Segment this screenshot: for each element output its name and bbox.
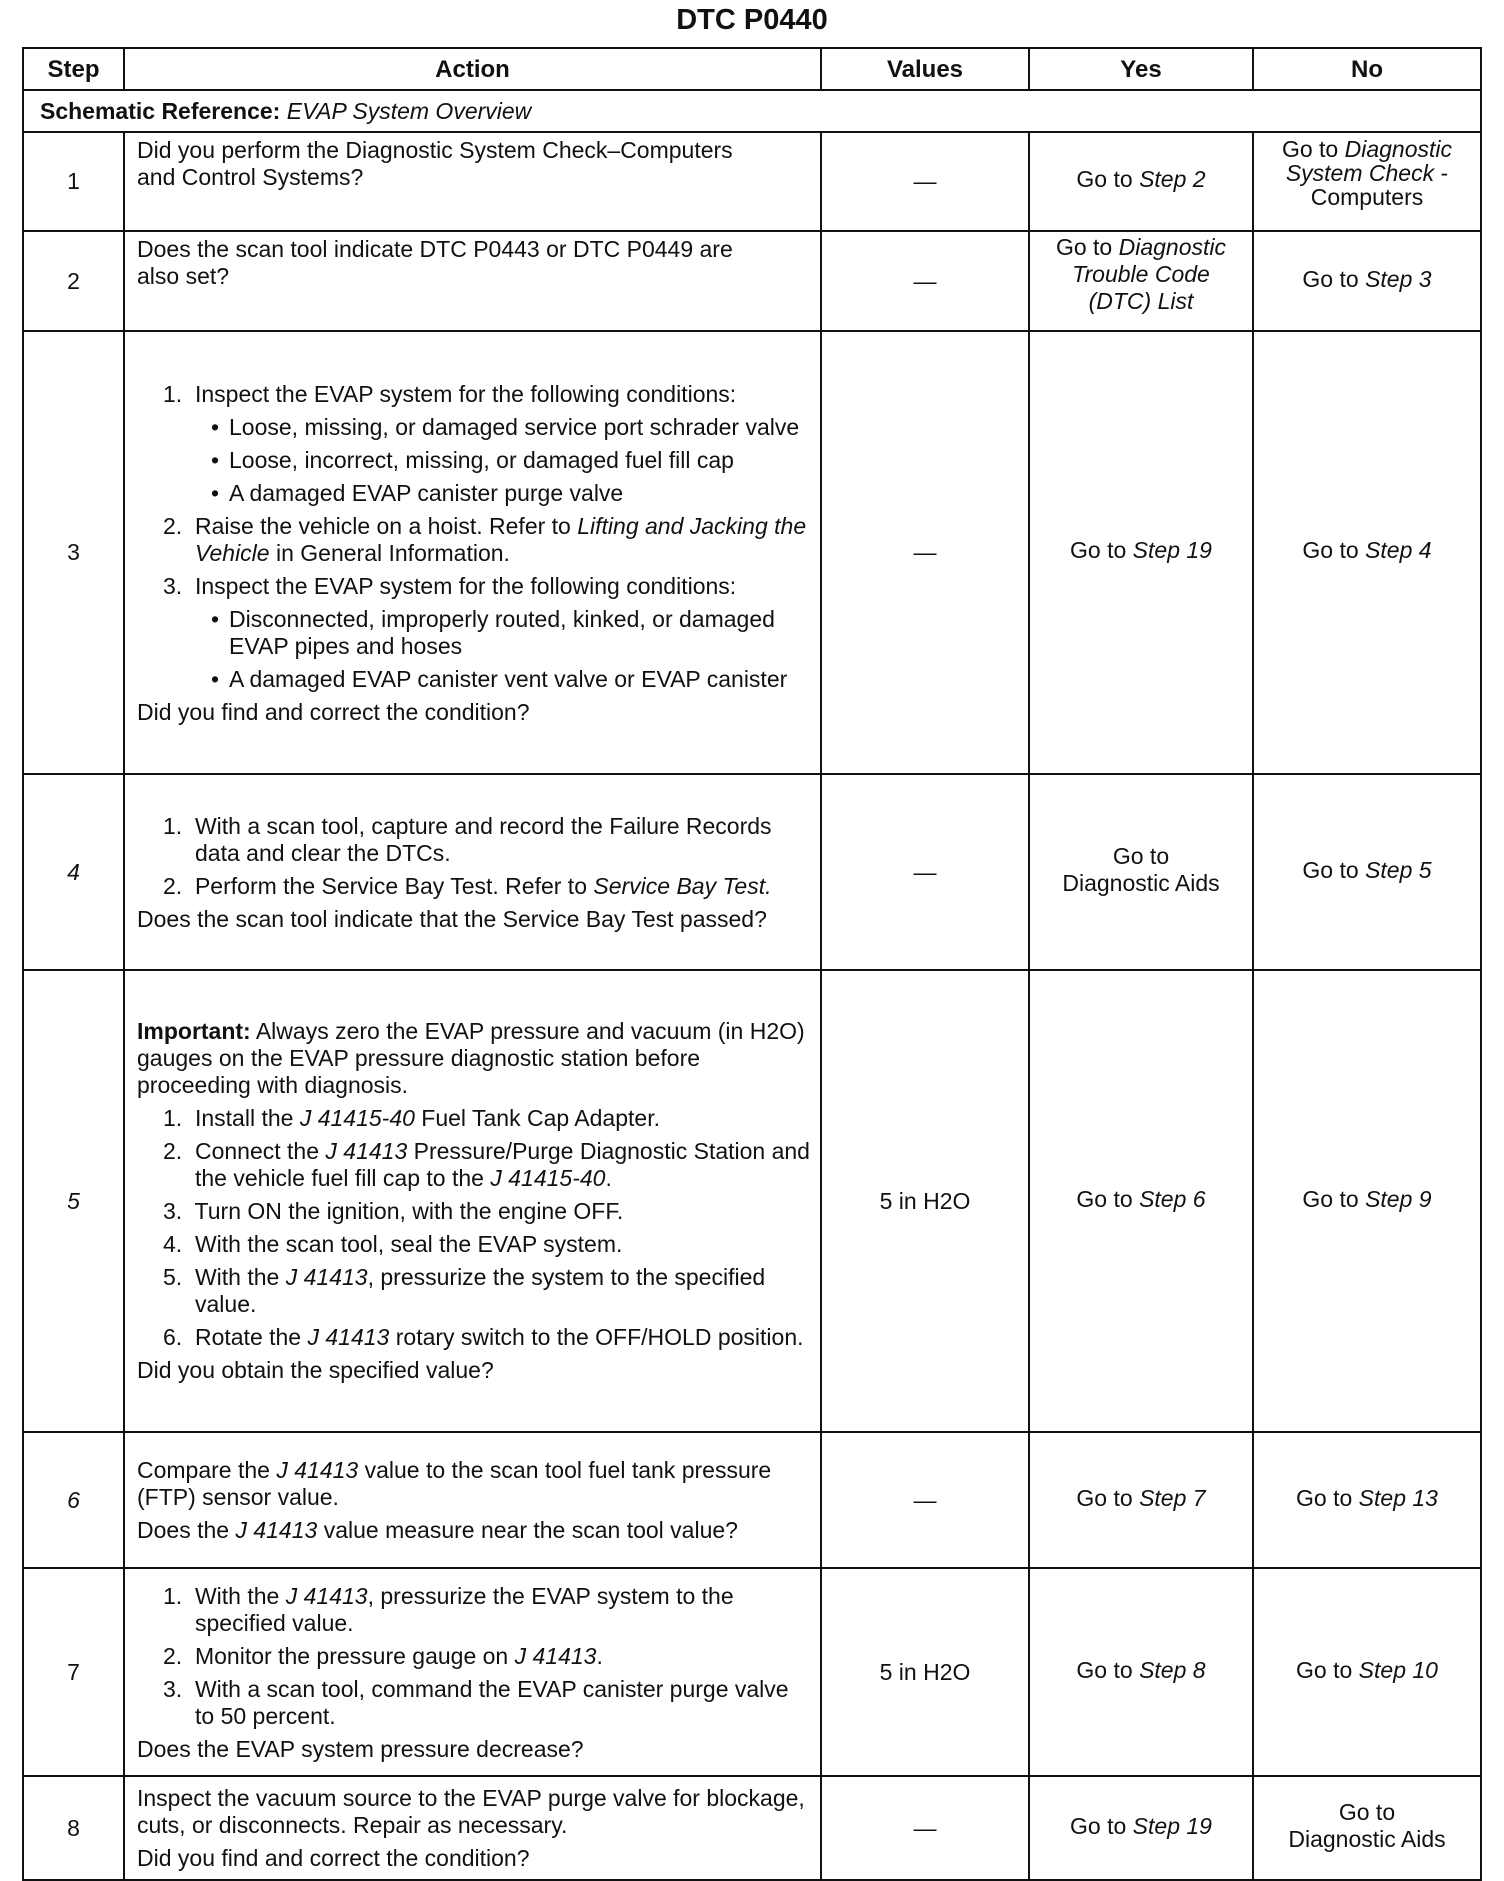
page-title: DTC P0440 <box>676 4 828 36</box>
action-item: 2. Raise the vehicle on a hoist. Refer to Lifting and Jacking the Vehicle in General Information. <box>163 513 807 566</box>
yes-prefix: Go to <box>1070 537 1133 563</box>
action-bullet: • Disconnected, improperly routed, kinked, or damaged EVAP pipes and hoses <box>137 606 810 660</box>
no-prefix: Go to <box>1302 856 1366 883</box>
action-cell <box>124 231 821 331</box>
action-item: 3. Inspect the EVAP system for the following conditions: <box>163 573 737 599</box>
value-cell: 5 in H2O <box>821 1568 1029 1776</box>
action-item: 1. With the J 41413, pressurize the EVAP system to the specified value. <box>163 1583 734 1636</box>
action-line: and Control Systems? <box>137 164 364 190</box>
action-item: 2. Perform the Service Bay Test. Refer to Service Bay Test. <box>163 873 772 899</box>
yes-link[interactable]: Go to Diagnostic Aids <box>1062 843 1220 896</box>
action-item: 3. With a scan tool, command the EVAP canister purge valve to 50 percent. <box>163 1676 789 1729</box>
yes-link[interactable]: Step 19 <box>1132 1812 1212 1839</box>
no-prefix: Go to <box>1296 1656 1359 1683</box>
action-item: 6. Rotate the J 41413 rotary switch to the OFF/HOLD position. <box>163 1324 804 1350</box>
yes-link[interactable]: Step 19 <box>1132 537 1212 563</box>
action-cell <box>124 1776 821 1880</box>
no-link[interactable]: Step 5 <box>1365 856 1432 883</box>
no-link[interactable]: Go to Diagnostic Aids <box>1288 1799 1446 1852</box>
yes-cell[interactable] <box>1029 970 1253 1432</box>
yes-link[interactable]: Step 8 <box>1139 1656 1206 1683</box>
action-cell <box>124 970 821 1432</box>
action-question: Did you find and correct the condition? <box>137 699 530 725</box>
action-line: also set? <box>137 263 230 289</box>
action-bullet: • A damaged EVAP canister purge valve <box>137 480 810 507</box>
no-link[interactable]: Step 10 <box>1358 1656 1438 1683</box>
table-row <box>23 774 1481 970</box>
header-step: Step <box>23 48 124 90</box>
schematic-label: Schematic Reference: <box>40 97 281 124</box>
no-prefix: Go to <box>1302 1185 1366 1212</box>
no-cell[interactable] <box>1253 774 1481 970</box>
action-cell <box>124 132 821 231</box>
yes-cell[interactable] <box>1029 231 1253 331</box>
no-cell[interactable] <box>1253 970 1481 1432</box>
yes-link[interactable]: Step 2 <box>1139 166 1206 192</box>
action-question: Did you obtain the specified value? <box>137 1357 494 1383</box>
table-row <box>23 231 1481 331</box>
no-cell[interactable] <box>1253 1776 1481 1880</box>
schematic-row <box>23 90 1481 132</box>
table-row <box>23 1568 1481 1776</box>
yes-cell[interactable] <box>1029 1432 1253 1568</box>
value-cell: — <box>821 1776 1029 1880</box>
reference-link[interactable]: Lifting and Jacking the Vehicle <box>195 513 807 566</box>
action-bullet: • A damaged EVAP canister vent valve or EVAP canister <box>137 666 810 693</box>
schematic-link[interactable]: EVAP System Overview <box>286 97 532 124</box>
step-number: 2 <box>23 231 124 331</box>
action-question: Does the EVAP system pressure decrease? <box>137 1736 584 1762</box>
action-item: 1. Install the J 41415-40 Fuel Tank Cap Adapter. <box>163 1105 660 1131</box>
action-line: Does the scan tool indicate DTC P0443 or DTC P0449 are <box>137 236 733 262</box>
action-bullet: • Loose, missing, or damaged service port schrader valve <box>137 414 810 441</box>
no-cell[interactable] <box>1253 1432 1481 1568</box>
schematic-reference <box>23 90 1481 132</box>
action-question: Does the scan tool indicate that the Service Bay Test passed? <box>137 906 767 932</box>
action-line: Compare the J 41413 value to the scan tool fuel tank pressure (FTP) sensor value. <box>137 1456 772 1510</box>
no-cell[interactable] <box>1253 132 1481 231</box>
no-cell[interactable] <box>1253 1568 1481 1776</box>
action-cell <box>124 1568 821 1776</box>
value-cell: 5 in H2O <box>821 970 1029 1432</box>
no-link[interactable]: Diagnostic System Check <box>1285 136 1453 186</box>
no-tail: Computers <box>1310 184 1424 210</box>
step-number: 3 <box>23 331 124 774</box>
yes-prefix: Go to <box>1076 166 1140 192</box>
action-item: 2. Connect the J 41413 Pressure/Purge Diagnostic Station and the vehicle fuel fill cap to the J 41415-40. <box>163 1138 810 1191</box>
header-row <box>23 48 1481 90</box>
step-number: 7 <box>23 1568 124 1776</box>
header-yes: Yes <box>1029 48 1253 90</box>
no-link[interactable]: Step 9 <box>1365 1185 1432 1212</box>
yes-prefix: Go to <box>1076 1484 1140 1511</box>
action-item: 2. Monitor the pressure gauge on J 41413. <box>163 1643 603 1669</box>
step-number: 8 <box>23 1776 124 1880</box>
yes-cell[interactable] <box>1029 1776 1253 1880</box>
value-cell: — <box>821 132 1029 231</box>
table-row <box>23 132 1481 231</box>
diagnostic-table <box>22 47 1482 1881</box>
action-bullet: • Loose, incorrect, missing, or damaged fuel fill cap <box>137 447 810 474</box>
reference-link[interactable]: Service Bay Test. <box>593 873 772 899</box>
action-question: Does the J 41413 value measure near the scan tool value? <box>137 1516 738 1543</box>
no-link[interactable]: Step 13 <box>1358 1484 1438 1511</box>
important-note: Important: Always zero the EVAP pressure and vacuum (in H2O) gauges on the EVAP pressure diagnostic station before proceeding with diagnosis. <box>137 1018 805 1098</box>
step-number: 4 <box>23 774 124 970</box>
value-cell: — <box>821 331 1029 774</box>
action-item: 4. With the scan tool, seal the EVAP system. <box>163 1231 623 1257</box>
step-number: 6 <box>23 1432 124 1568</box>
table-row <box>23 331 1481 774</box>
yes-prefix: Go to <box>1076 1185 1140 1212</box>
important-label: Important: <box>137 1018 251 1044</box>
action-item: 1. With a scan tool, capture and record the Failure Records data and clear the DTCs. <box>163 813 772 866</box>
action-item: 5. With the J 41413, pressurize the system to the specified value. <box>163 1264 766 1317</box>
yes-link[interactable]: Step 6 <box>1139 1185 1206 1212</box>
action-line: Inspect the vacuum source to the EVAP purge valve for blockage, cuts, or disconnects. Repair as necessary. <box>137 1784 805 1838</box>
no-cell[interactable] <box>1253 231 1481 331</box>
header-no: No <box>1253 48 1481 90</box>
header-action: Action <box>124 48 821 90</box>
step-number: 1 <box>23 132 124 231</box>
yes-prefix: Go to <box>1070 1812 1133 1839</box>
no-prefix: Go to <box>1296 1484 1359 1511</box>
table-row <box>23 970 1481 1432</box>
yes-cell[interactable] <box>1029 331 1253 774</box>
no-link[interactable]: Step 4 <box>1365 537 1432 563</box>
action-line: Did you perform the Diagnostic System Check–Computers <box>137 137 733 163</box>
action-cell <box>124 1432 821 1568</box>
no-cell[interactable] <box>1253 331 1481 774</box>
yes-link[interactable]: Diagnostic Trouble Code (DTC) List <box>1072 234 1227 314</box>
yes-prefix: Go to <box>1076 1656 1140 1683</box>
yes-cell[interactable] <box>1029 1568 1253 1776</box>
step-number: 5 <box>23 970 124 1432</box>
no-prefix: Go to <box>1302 537 1366 563</box>
table-row <box>23 1776 1481 1880</box>
header-values: Values <box>821 48 1029 90</box>
action-item: 1. Inspect the EVAP system for the following conditions: <box>163 381 737 407</box>
no-suffix: - <box>1434 160 1449 186</box>
yes-link[interactable]: Step 7 <box>1139 1484 1206 1511</box>
yes-cell[interactable] <box>1029 132 1253 231</box>
no-prefix: Go to <box>1302 265 1366 292</box>
yes-prefix: Go to <box>1055 234 1119 260</box>
value-cell: — <box>821 1432 1029 1568</box>
action-cell <box>124 774 821 970</box>
action-question: Did you find and correct the condition? <box>137 1844 530 1871</box>
value-cell: — <box>821 774 1029 970</box>
yes-cell[interactable] <box>1029 774 1253 970</box>
no-prefix: Go to <box>1281 136 1345 162</box>
action-item: 3. Turn ON the ignition, with the engine OFF. <box>163 1198 624 1224</box>
no-link[interactable]: Step 3 <box>1365 265 1432 292</box>
table-row <box>23 1432 1481 1568</box>
action-cell <box>124 331 821 774</box>
value-cell: — <box>821 231 1029 331</box>
